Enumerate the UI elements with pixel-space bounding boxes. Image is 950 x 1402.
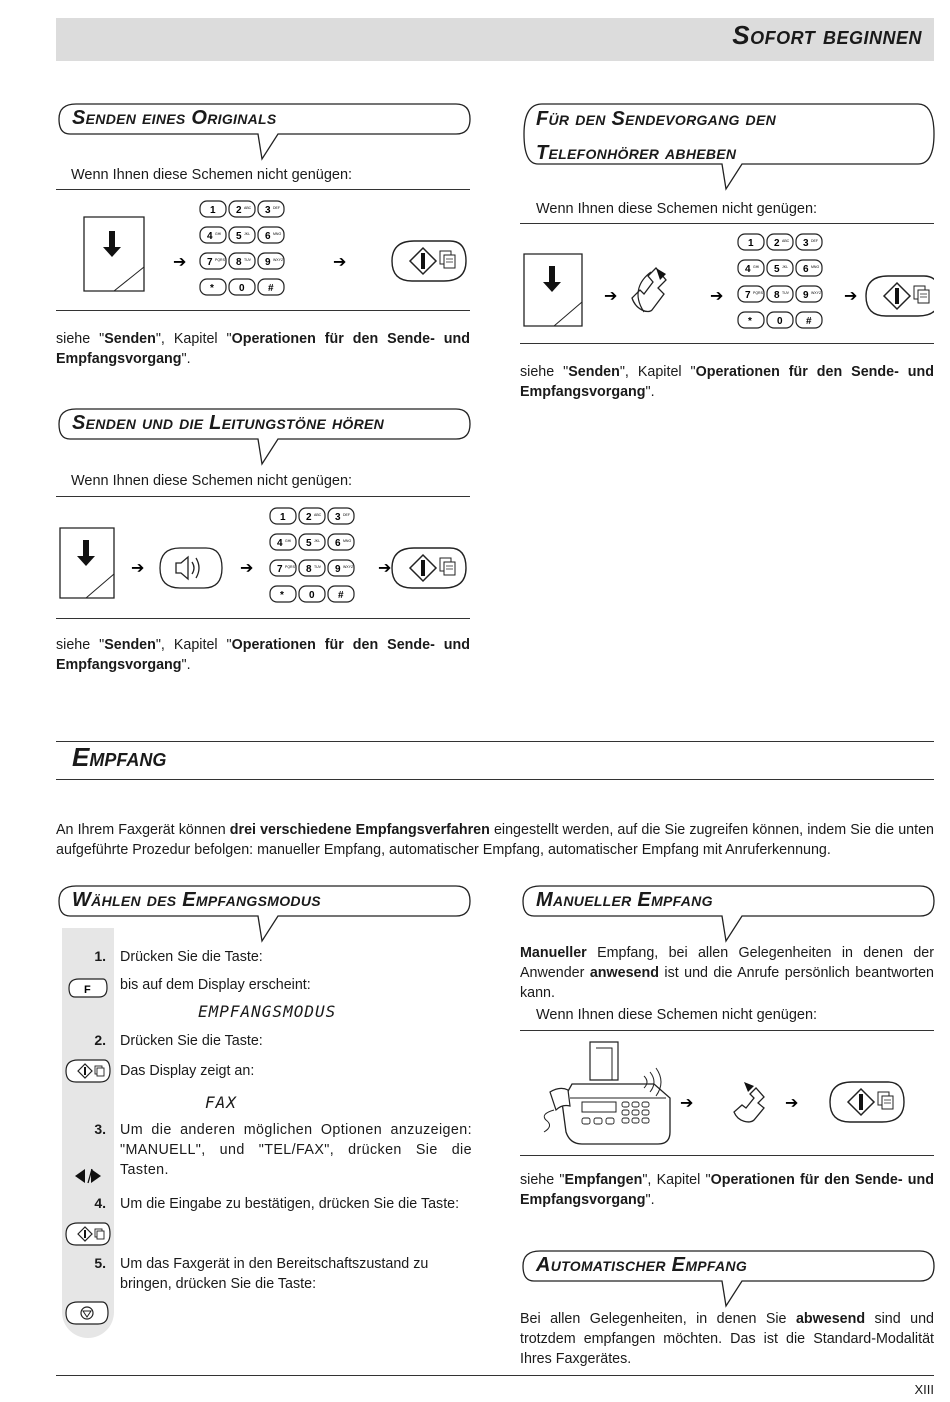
keypad-letters: JKL [782,265,789,269]
keypad-digit: 4 [207,231,213,242]
hint-text: Wenn Ihnen diese Schemen nicht genügen: [71,167,353,183]
handset-icon [734,1082,764,1122]
divider [56,496,470,497]
keypad-key [200,227,226,243]
arrow-icon: ➔ [378,558,392,577]
divider [56,618,470,619]
keypad-digit: 3 [335,512,341,523]
section-title: Senden eines Originals [72,107,277,129]
start-button-icon [830,1082,904,1122]
section-title-line1: Für den Sendevorgang den [536,108,776,130]
keypad-letters: DEF [343,513,350,517]
section-bubble [56,408,472,468]
keypad-digit: 6 [335,538,341,549]
tones-diagram [56,502,470,614]
keypad-digit: 2 [236,205,242,216]
keypad-key [328,534,354,550]
keypad-letters: MNO [273,232,282,236]
keypad-letters: PQRS [285,565,295,569]
reference-text: siehe "Senden", Kapitel "Operationen für den Sende- und Empfangsvorgang". [520,364,935,400]
keypad-digit: 1 [748,238,754,249]
keypad-key [229,253,255,269]
arrow-icon: ➔ [173,252,187,271]
keypad-letters: DEF [273,206,280,210]
keypad-letters: MNO [343,539,352,543]
keypad-letters: ABC [782,239,790,243]
keypad-digit: 3 [803,238,809,249]
keypad-key [328,560,354,576]
f-key-icon [67,977,109,999]
keypad-key [258,227,284,243]
step-text: Das Display zeigt an: [120,1063,255,1079]
send-original-diagram [56,195,470,307]
keypad-letters: PQRS [753,291,763,295]
step-number: 5. [94,1255,106,1271]
keypad-digit: 9 [803,290,809,301]
keypad-letters: TUV [782,291,789,295]
keypad-key [738,260,764,276]
arrow-icon: ➔ [240,558,254,577]
hint-text: Wenn Ihnen diese Schemen nicht genügen: [536,201,818,217]
stop-key-icon [64,1299,110,1327]
keypad-digit: 0 [309,590,315,601]
keypad-digit: 6 [265,231,271,242]
section-title: Manueller Empfang [536,889,713,911]
keypad-key [299,534,325,550]
arrow-icon: ➔ [710,286,724,305]
display-text: FAX [205,1093,237,1112]
keypad-letters: DEF [811,239,818,243]
section-title-line2: Telefonhörer abheben [536,142,737,164]
keypad-digit: 5 [236,231,242,242]
keypad-digit: 8 [236,257,242,268]
arrow-icon: ➔ [333,252,347,271]
section-bubble [56,885,472,945]
send-diagram [56,195,470,307]
keypad-letters: GHI [285,539,292,543]
keypad-digit: 6 [803,264,809,275]
keypad-key [738,286,764,302]
keypad-digit: 4 [277,538,283,549]
auto-description: Bei allen Gelegenheiten, in denen Sie abwesend sind und trotzdem empfangen möchten. Das ist die Standard-Modalität Ihres Faxgerätes. [520,1311,934,1367]
keypad-key [270,534,296,550]
f-key-label: F [84,984,91,996]
keypad-letters: GHI [215,232,222,236]
keypad-digit: 7 [207,257,213,268]
divider [520,223,934,224]
start-button-icon [392,241,466,281]
keypad-digit: 5 [774,264,780,275]
keypad-key [738,234,764,250]
keypad-key [200,201,226,217]
section-bubble [520,885,936,945]
document-icon [84,217,144,291]
keypad-key [767,286,793,302]
keypad-digit: # [806,316,812,327]
keypad-digit: 8 [774,290,780,301]
keypad-letters: WXYZ [273,258,284,262]
keypad-digit: 8 [306,564,312,575]
divider [56,189,470,190]
keypad-key [270,586,296,602]
document-icon [60,528,114,598]
section-bubble [520,1250,936,1310]
keypad-key [200,253,226,269]
reference-text: siehe "Senden", Kapitel "Operationen für den Sende- und Empfangsvorgang". [56,331,471,367]
start-button-icon [392,548,466,588]
keypad-key [767,312,793,328]
keypad-key [767,260,793,276]
keypad-key [299,508,325,524]
keypad-key [796,260,822,276]
divider [56,741,934,742]
manual-receive-diagram [520,1036,934,1154]
keypad-key [796,234,822,250]
step-text: Drücken Sie die Taste: [120,1033,263,1049]
page-number: XIII [914,1382,934,1397]
divider [520,1155,934,1156]
step-text: Um das Faxgerät in den Bereitschaftszustand zu bringen, drücken Sie die Taste: [120,1256,429,1292]
divider [520,1030,934,1031]
keypad-letters: JKL [314,539,321,543]
start-key-icon [64,1057,112,1085]
arrow-icon: ➔ [131,558,145,577]
keypad-letters: PQRS [215,258,225,262]
keypad-digit: 2 [774,238,780,249]
step-text: bis auf dem Display erscheint: [120,977,311,993]
step-number: 4. [94,1195,106,1211]
keypad-key [229,201,255,217]
arrow-icon: ➔ [680,1093,694,1112]
keypad-key [796,312,822,328]
start-key-icon [64,1220,112,1248]
keypad-key [270,560,296,576]
step-number: 1. [94,948,106,964]
keypad-digit: 1 [280,512,286,523]
keypad-key [229,279,255,295]
arrow-icon: ➔ [604,286,618,305]
keypad-key [258,279,284,295]
keypad-icon [738,234,822,328]
keypad-letters: TUV [314,565,321,569]
keypad-digit: 9 [265,257,271,268]
keypad-letters: WXYZ [343,565,354,569]
handset-icon [632,268,666,312]
start-button-icon [866,276,934,316]
hint-text: Wenn Ihnen diese Schemen nicht genügen: [71,473,353,489]
keypad-key [328,586,354,602]
step-number: 2. [94,1032,106,1048]
keypad-digit: 7 [277,564,283,575]
step-text: Drücken Sie die Taste: [120,949,263,965]
reception-intro: An Ihrem Faxgerät können drei verschiedene Empfangsverfahren eingestellt werden, auf die Sie zugreifen können, indem Sie die unten aufgeführte Prozedur befolgen: manueller Empfang, automatischer Empfang, automatischer Empfang mit Anruferkennung. [56,822,934,858]
keypad-letters: JKL [244,232,251,236]
section-title: Automatischer Empfang [536,1254,748,1276]
hint-text: Wenn Ihnen diese Schemen nicht genügen: [536,1007,818,1023]
keypad-key [299,560,325,576]
arrow-icon: ➔ [844,286,858,305]
arrow-icon: ➔ [785,1093,799,1112]
keypad-digit: # [268,283,274,294]
keypad-digit: 0 [777,316,783,327]
keypad-digit: 2 [306,512,312,523]
keypad-digit: 0 [239,283,245,294]
keypad-digit: 1 [210,205,216,216]
divider [520,343,934,344]
keypad-key [299,586,325,602]
keypad-key [258,253,284,269]
section-title: Senden und die Leitungstöne hören [72,412,385,434]
display-text: EMPFANGSMODUS [198,1002,337,1021]
keypad-key [270,508,296,524]
keypad-digit: 5 [306,538,312,549]
divider [56,310,470,311]
page-title: Sofort beginnen [732,20,922,50]
fax-machine-icon [544,1042,670,1144]
keypad-key [328,508,354,524]
keypad-digit: 4 [745,264,751,275]
speaker-button-icon [160,548,222,588]
section-title: Wählen des Empfangsmodus [72,889,321,911]
send-tones-diagram [56,502,470,614]
keypad-letters: MNO [811,265,820,269]
keypad-key [767,234,793,250]
keypad-icon [200,201,284,295]
keypad-digit: * [748,316,752,327]
arrow-keys-icon [73,1167,103,1185]
keypad-key [200,279,226,295]
send-handset-diagram [520,228,934,340]
keypad-digit: 9 [335,564,341,575]
keypad-digit: # [338,590,344,601]
keypad-digit: 7 [745,290,751,301]
keypad-key [229,227,255,243]
keypad-letters: WXYZ [811,291,822,295]
reception-title: Empfang [72,742,167,772]
step-number: 3. [94,1121,106,1137]
reference-text: siehe "Empfangen", Kapitel "Operationen für den Sende- und Empfangsvorgang". [520,1172,934,1208]
keypad-key [796,286,822,302]
step-text: Um die Eingabe zu bestätigen, drücken Sie die Taste: [120,1196,460,1212]
manual-description: Manueller Empfang, bei allen Gelegenheiten in denen der Anwender anwesend ist und die Anrufe persönlich beantworten kann. [520,945,934,1001]
step-text: Um die anderen möglichen Optionen anzuzeigen: "MANUELL", und "TEL/FAX", drücken Sie die Tasten. [120,1122,472,1178]
section-bubble [56,103,472,163]
keypad-letters: TUV [244,258,251,262]
keypad-key [258,201,284,217]
keypad-digit: 3 [265,205,271,216]
keypad-digit: * [280,590,284,601]
keypad-icon [270,508,354,602]
keypad-letters: GHI [753,265,760,269]
section-bubble [520,103,936,191]
handset-diagram [520,228,934,340]
keypad-digit: * [210,283,214,294]
document-icon [524,254,582,326]
manual-diagram [520,1036,934,1154]
footer-rule [56,1375,934,1376]
divider [56,779,934,780]
keypad-key [738,312,764,328]
keypad-letters: ABC [244,206,252,210]
reference-text: siehe "Senden", Kapitel "Operationen für den Sende- und Empfangsvorgang". [56,637,471,673]
keypad-letters: ABC [314,513,322,517]
